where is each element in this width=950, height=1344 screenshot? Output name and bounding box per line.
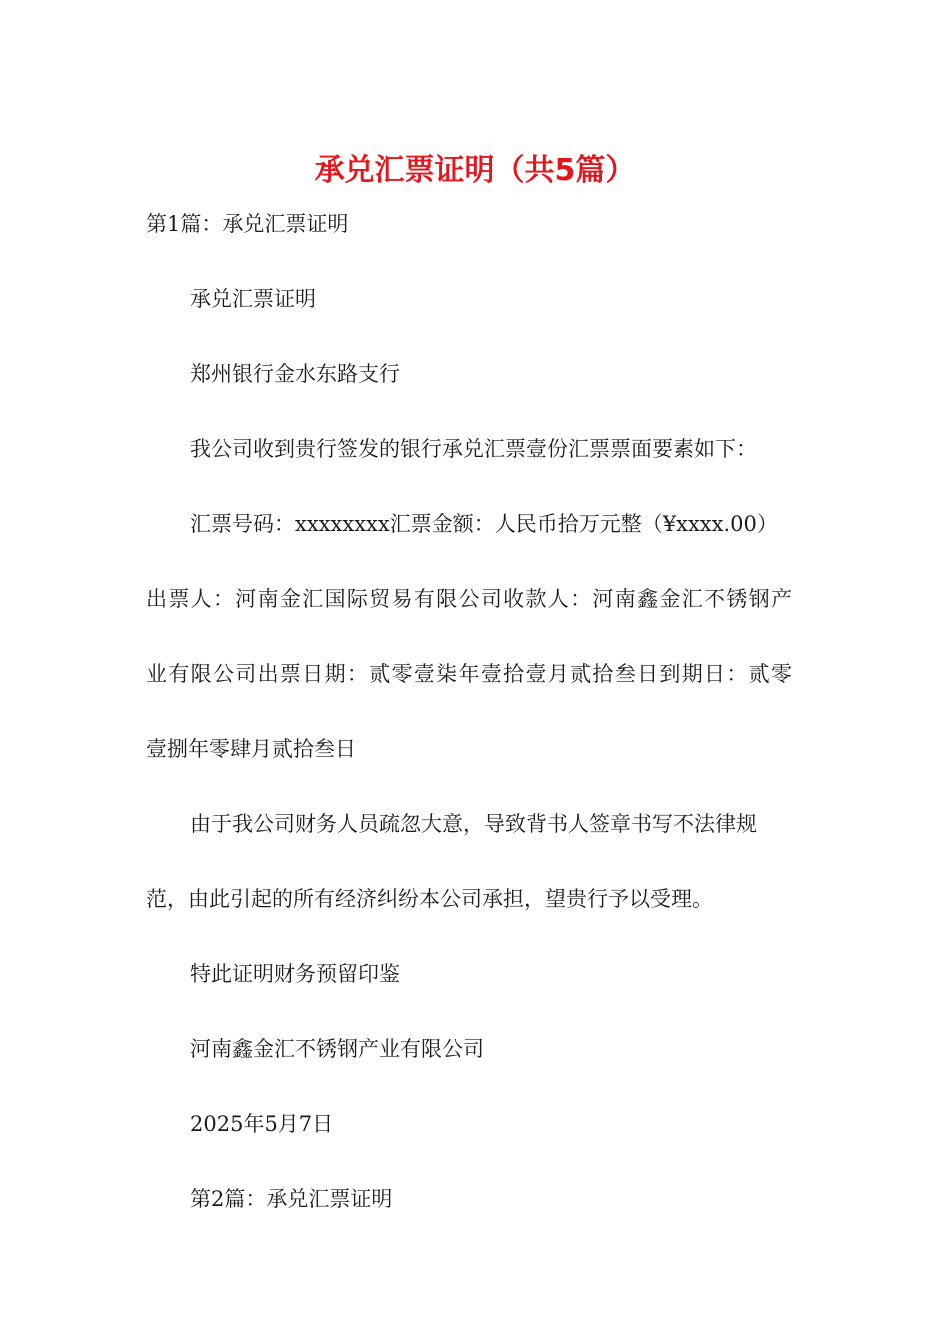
paragraph-drawer-line-1: 出票人：河南金汇国际贸易有限公司收款人：河南鑫金汇不锈钢产 <box>146 587 792 611</box>
paragraph-drawer-line-3: 壹捌年零肆月贰拾叁日 <box>146 737 356 761</box>
section-heading-1: 第1篇：承兑汇票证明 <box>146 212 349 236</box>
paragraph-bill-number: 汇票号码：xxxxxxxx汇票金额：人民币拾万元整（¥xxxx.00） <box>190 512 778 536</box>
paragraph-intro: 我公司收到贵行签发的银行承兑汇票壹份汇票票面要素如下： <box>190 437 757 461</box>
section-heading-2: 第2篇：承兑汇票证明 <box>190 1187 393 1211</box>
document-title: 承兑汇票证明（共5篇） <box>314 153 636 188</box>
paragraph-title: 承兑汇票证明 <box>190 287 316 311</box>
paragraph-reason-line-2: 范，由此引起的所有经济纠纷本公司承担，望贵行予以受理。 <box>146 887 713 911</box>
paragraph-certification: 特此证明财务预留印鉴 <box>190 962 400 986</box>
paragraph-date: 2025年5月7日 <box>190 1112 334 1136</box>
paragraph-company-signature: 河南鑫金汇不锈钢产业有限公司 <box>190 1037 484 1061</box>
paragraph-reason-line-1: 由于我公司财务人员疏忽大意，导致背书人签章书写不法律规 <box>190 812 757 836</box>
paragraph-drawer-line-2: 业有限公司出票日期：贰零壹柒年壹拾壹月贰拾叁日到期日：贰零 <box>146 662 792 686</box>
paragraph-addressee: 郑州银行金水东路支行 <box>190 362 400 386</box>
